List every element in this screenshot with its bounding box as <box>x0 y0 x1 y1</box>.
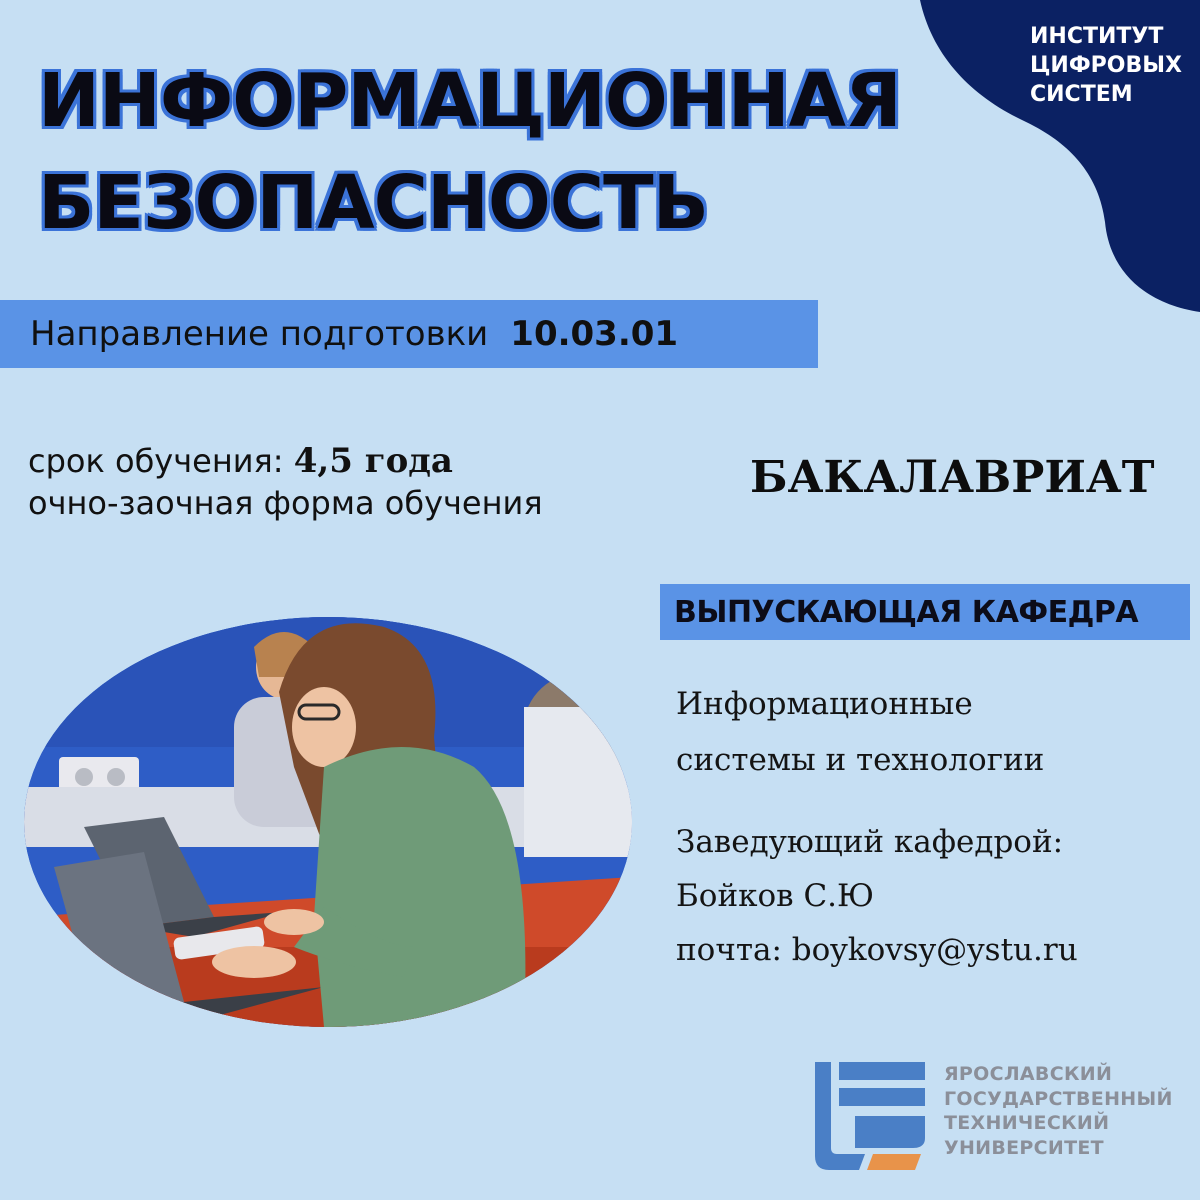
duration-value: 4,5 года <box>293 441 453 481</box>
department-name-line-1: Информационные <box>676 686 973 722</box>
duration-label: срок обучения: <box>28 442 284 480</box>
email-label: почта: <box>676 932 782 968</box>
institute-line-3: СИСТЕМ <box>1030 82 1133 107</box>
head-label: Заведующий кафедрой: <box>676 824 1064 860</box>
students-laptops-illustration <box>24 617 632 1027</box>
university-line-3: ТЕХНИЧЕСКИЙ <box>944 1112 1110 1134</box>
institute-name <box>1030 22 1190 109</box>
university-logo-icon <box>815 1062 925 1170</box>
direction-band <box>0 300 818 368</box>
email-link[interactable]: boykovsy@ystu.ru <box>791 932 1078 968</box>
department-heading: ВЫПУСКАЮЩАЯ КАФЕДРА <box>660 584 1190 640</box>
institute-line-1: ИНСТИТУТ <box>1030 24 1164 49</box>
degree-level: БАКАЛАВРИАТ <box>750 452 1155 503</box>
university-line-1: ЯРОСЛАВСКИЙ <box>944 1063 1113 1085</box>
page-title-line-2: БЕЗОПАСНОСТЬ <box>38 160 708 246</box>
department-contact <box>676 815 1186 977</box>
direction-label: Направление подготовки <box>30 314 489 354</box>
university-name <box>944 1062 1173 1160</box>
university-line-4: УНИВЕРСИТЕТ <box>944 1136 1104 1159</box>
study-form: очно-заочная форма обучения <box>28 484 543 522</box>
university-line-2: ГОСУДАРСТВЕННЫЙ <box>944 1087 1173 1110</box>
department-name <box>676 676 1186 788</box>
students-photo <box>24 617 632 1027</box>
institute-line-2: ЦИФРОВЫХ <box>1030 53 1182 78</box>
study-duration <box>28 440 543 524</box>
department-name-line-2: системы и технологии <box>676 742 1045 778</box>
direction-code: 10.03.01 <box>510 314 679 354</box>
page-title-line-1: ИНФОРМАЦИОННАЯ <box>38 58 901 144</box>
head-name: Бойков С.Ю <box>676 878 875 914</box>
